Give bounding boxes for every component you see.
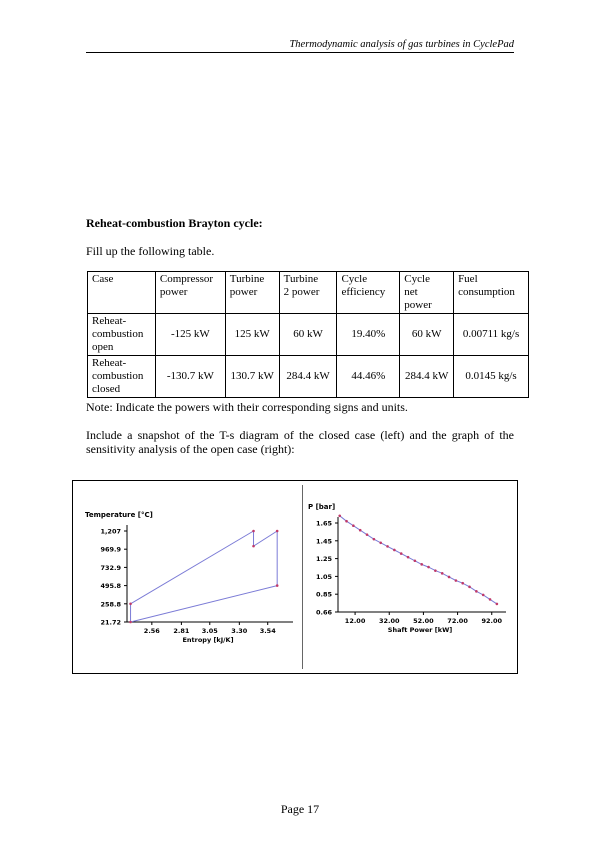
table-cell: -130.7 kW bbox=[155, 356, 225, 398]
data-point bbox=[400, 552, 403, 555]
y-tick-label: 732.9 bbox=[100, 563, 121, 572]
column-header bbox=[454, 272, 529, 314]
data-point bbox=[489, 598, 492, 601]
column-header bbox=[88, 272, 156, 314]
cycle-segment bbox=[254, 531, 278, 546]
y-tick-label: 1.65 bbox=[315, 519, 332, 528]
column-header bbox=[225, 272, 279, 314]
column-header-line: Cycle bbox=[341, 273, 368, 285]
case-cell bbox=[88, 356, 156, 398]
page-number: Page 17 bbox=[280, 802, 320, 816]
data-point bbox=[441, 572, 444, 575]
column-header-line: power bbox=[159, 286, 188, 298]
table-cell: 0.0145 kg/s bbox=[454, 356, 529, 398]
table-row bbox=[88, 314, 529, 356]
table-cell: 0.00711 kg/s bbox=[454, 314, 529, 356]
y-axis-label: Temperature [°C] bbox=[85, 511, 153, 519]
column-header-line: Fuel bbox=[458, 273, 478, 285]
x-tick-label: 3.05 bbox=[201, 627, 218, 635]
y-tick-label: 1.05 bbox=[315, 572, 332, 581]
column-header-line: Cycle bbox=[404, 273, 430, 285]
x-tick-label: 2.81 bbox=[173, 627, 190, 635]
results-table bbox=[87, 271, 529, 398]
case-cell-line: combustion bbox=[92, 328, 144, 340]
y-axis-label: P [bar] bbox=[308, 503, 336, 511]
data-point bbox=[407, 556, 410, 559]
cycle-segment bbox=[131, 531, 254, 604]
x-tick-label: 12.00 bbox=[344, 617, 366, 625]
instruction-text: Fill up the following table. bbox=[86, 244, 215, 258]
data-point bbox=[352, 524, 355, 527]
data-point bbox=[345, 520, 348, 523]
case-cell-line: closed bbox=[92, 383, 121, 395]
x-tick-label: 3.54 bbox=[259, 627, 276, 635]
column-header bbox=[400, 272, 454, 314]
x-tick-label: 3.30 bbox=[231, 627, 248, 635]
data-point bbox=[482, 594, 485, 597]
x-axis-label: Shaft Power [kW] bbox=[387, 626, 453, 634]
column-header-line: 2 power bbox=[283, 286, 320, 298]
x-tick-label: 32.00 bbox=[378, 617, 400, 625]
data-point bbox=[379, 541, 382, 544]
x-tick-label: 92.00 bbox=[481, 617, 503, 625]
data-point bbox=[461, 582, 464, 585]
state-point bbox=[129, 602, 132, 605]
column-header-line: Compressor bbox=[159, 273, 214, 285]
ts-diagram-svg bbox=[77, 485, 299, 669]
case-cell bbox=[88, 314, 156, 356]
table-cell: 19.40% bbox=[337, 314, 400, 356]
data-point bbox=[434, 569, 437, 572]
series-line bbox=[340, 516, 497, 604]
table-cell: 125 kW bbox=[225, 314, 279, 356]
data-point bbox=[393, 549, 396, 552]
data-point bbox=[448, 576, 451, 579]
x-tick-label: 72.00 bbox=[447, 617, 468, 625]
y-tick-label: 1,207 bbox=[100, 527, 121, 536]
data-point bbox=[468, 586, 471, 589]
y-tick-label: 0.66 bbox=[315, 608, 332, 617]
data-point bbox=[338, 515, 341, 518]
section-title: Reheat-combustion Brayton cycle: bbox=[86, 216, 263, 230]
column-header-line: Turbine bbox=[283, 273, 319, 285]
table-header-row bbox=[88, 272, 529, 314]
case-cell-line: combustion bbox=[92, 370, 144, 382]
data-point bbox=[475, 590, 478, 593]
y-tick-label: 1.45 bbox=[315, 537, 332, 546]
x-tick-label: 52.00 bbox=[413, 617, 434, 625]
table-cell: 284.4 kW bbox=[279, 356, 337, 398]
data-point bbox=[366, 533, 369, 536]
column-header-line: efficiency bbox=[341, 286, 386, 298]
column-header-line: consumption bbox=[458, 286, 515, 298]
figure-box bbox=[72, 480, 518, 674]
column-header bbox=[279, 272, 337, 314]
data-point bbox=[414, 559, 417, 562]
y-tick-label: 0.85 bbox=[315, 590, 332, 599]
note-text: Note: Indicate the powers with their corresponding signs and units. bbox=[86, 400, 408, 414]
x-tick-label: 2.56 bbox=[143, 627, 160, 635]
data-point bbox=[373, 538, 376, 541]
data-point bbox=[420, 563, 423, 566]
case-cell-line: open bbox=[92, 341, 114, 353]
data-point bbox=[427, 566, 430, 569]
column-header-line: power bbox=[229, 286, 258, 298]
ts-diagram bbox=[77, 485, 299, 669]
data-point bbox=[359, 529, 362, 532]
case-cell-line: Reheat- bbox=[92, 315, 127, 327]
y-tick-label: 1.25 bbox=[315, 555, 332, 564]
header-rule bbox=[86, 52, 514, 53]
table-cell: 44.46% bbox=[337, 356, 400, 398]
y-tick-label: 258.8 bbox=[100, 600, 121, 609]
y-tick-label: 969.9 bbox=[100, 545, 121, 554]
state-point bbox=[252, 530, 255, 533]
state-point bbox=[252, 545, 255, 548]
column-header bbox=[155, 272, 225, 314]
table-cell: 60 kW bbox=[400, 314, 454, 356]
column-header-line: net bbox=[404, 286, 418, 298]
column-header-line: Case bbox=[92, 273, 114, 285]
data-point bbox=[455, 579, 458, 582]
y-tick-label: 495.8 bbox=[100, 582, 121, 591]
case-cell-line: Reheat- bbox=[92, 357, 127, 369]
table-cell: 130.7 kW bbox=[225, 356, 279, 398]
chart-divider bbox=[302, 485, 303, 669]
sensitivity-chart-svg bbox=[306, 485, 512, 669]
table-cell: 284.4 kW bbox=[400, 356, 454, 398]
column-header-line: power bbox=[404, 299, 432, 311]
y-tick-label: 21.72 bbox=[100, 618, 121, 627]
state-point bbox=[129, 621, 132, 624]
column-header bbox=[337, 272, 400, 314]
data-point bbox=[386, 545, 389, 548]
state-point bbox=[276, 584, 279, 587]
table-cell: 60 kW bbox=[279, 314, 337, 356]
table-cell: -125 kW bbox=[155, 314, 225, 356]
instruction-paragraph: Include a snapshot of the T-s diagram of the closed case (left) and the graph of the sensitivity analysis of the open case (right): bbox=[86, 428, 514, 456]
column-header-line: Turbine bbox=[229, 273, 265, 285]
table-row bbox=[88, 356, 529, 398]
data-point bbox=[496, 603, 499, 606]
sensitivity-chart bbox=[306, 485, 512, 669]
state-point bbox=[276, 530, 279, 533]
running-header: Thermodynamic analysis of gas turbines in CyclePad bbox=[289, 39, 514, 50]
x-axis-label: Entropy [kJ/K] bbox=[182, 636, 234, 644]
